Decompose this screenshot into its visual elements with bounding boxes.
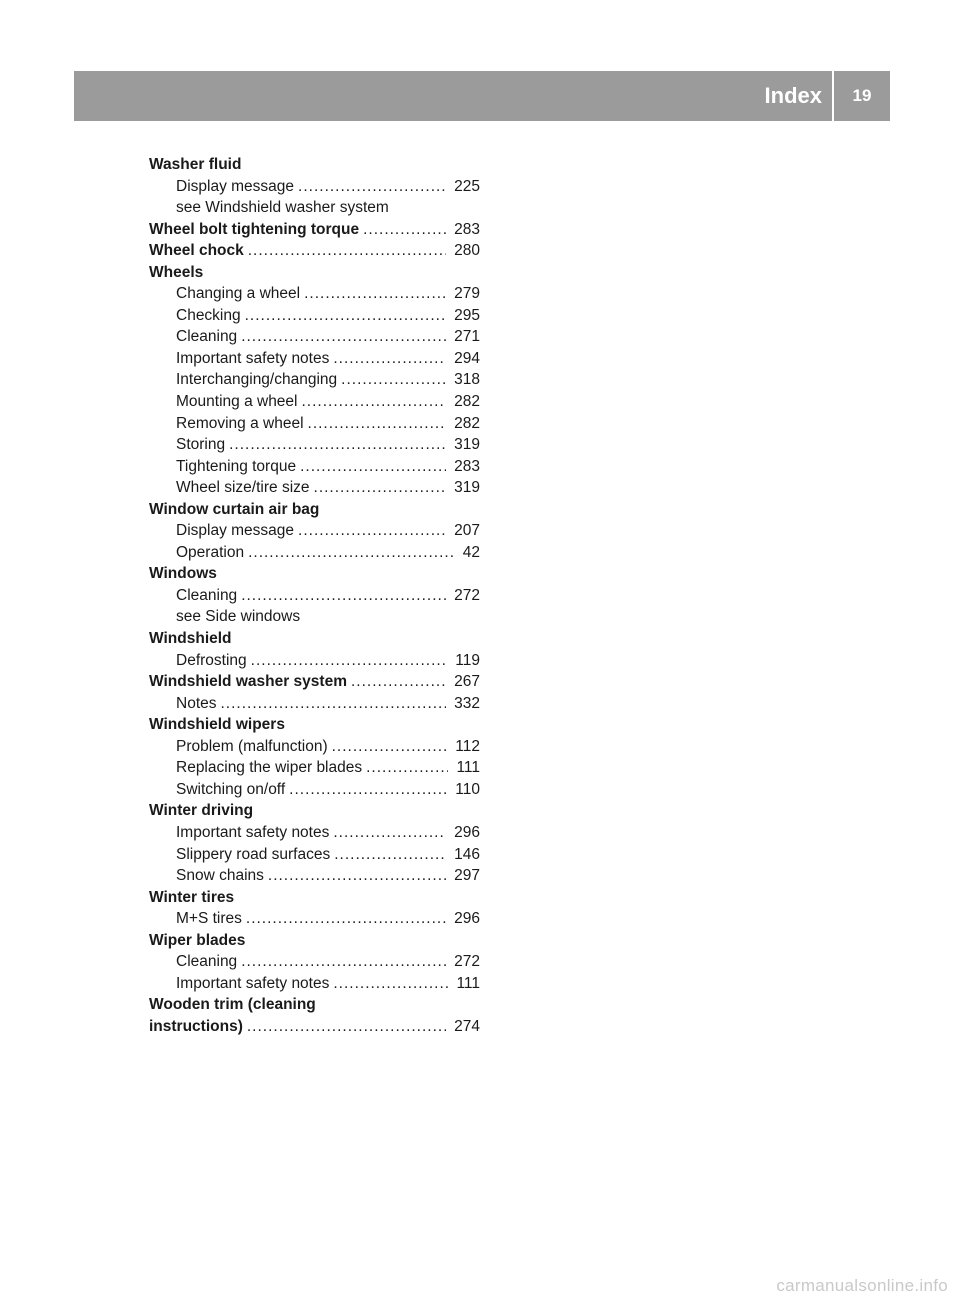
- entry-label: Washer fluid: [149, 156, 242, 173]
- entry-label: Important safety notes: [176, 349, 330, 367]
- index-entry: [149, 628, 480, 650]
- entry-page-number: 279: [454, 285, 480, 303]
- index-subentry: [149, 434, 480, 456]
- index-subentry: [149, 736, 480, 758]
- entry-label: Windows: [149, 565, 217, 583]
- index-subentry: [149, 606, 480, 628]
- leader-dots: [302, 391, 447, 413]
- entry-page-number: 272: [454, 586, 480, 604]
- index-list: [149, 154, 480, 1037]
- leader-dots: [298, 176, 446, 198]
- entry-label: see Side windows: [176, 608, 301, 626]
- entry-page-number: 267: [454, 673, 480, 691]
- index-subentry: [149, 326, 480, 348]
- entry-label: Window curtain air bag: [149, 500, 320, 518]
- index-entry: [149, 1016, 480, 1038]
- index-subentry: [149, 757, 480, 779]
- entry-page-number: 111: [456, 759, 480, 777]
- index-subentry: [149, 844, 480, 866]
- index-entry: [149, 240, 480, 262]
- index-subentry: [149, 865, 480, 887]
- index-subentry: [149, 542, 480, 564]
- index-subentry: [149, 348, 480, 370]
- index-entry: [149, 219, 480, 241]
- page-number: 19: [852, 86, 872, 105]
- index-entry: [149, 994, 480, 1016]
- entry-page-number: 110: [455, 780, 480, 798]
- entry-label: Snow chains: [176, 867, 264, 885]
- entry-label: Tightening torque: [176, 457, 297, 475]
- entry-label: Defrosting: [176, 651, 247, 669]
- index-entry: [149, 154, 480, 176]
- entry-label: Interchanging/changing: [176, 371, 338, 389]
- entry-label: Removing a wheel: [176, 414, 304, 432]
- entry-label: Display message: [176, 177, 295, 195]
- entry-page-number: 146: [454, 845, 480, 863]
- index-subentry: [149, 520, 480, 542]
- entry-label: Storing: [176, 436, 226, 454]
- entry-label: Wheel bolt tightening torque: [149, 220, 360, 238]
- entry-label: Important safety notes: [176, 823, 330, 841]
- page-header-bar: [74, 71, 890, 121]
- entry-page-number: 272: [454, 953, 480, 971]
- leader-dots: [241, 951, 446, 973]
- index-entry: [149, 671, 480, 693]
- entry-page-number: 319: [454, 436, 480, 454]
- entry-label: Windshield washer system: [149, 673, 347, 691]
- entry-label: Windshield wipers: [149, 716, 285, 734]
- index-subentry: [149, 585, 480, 607]
- entry-page-number: 283: [454, 457, 480, 475]
- index-subentry: [149, 305, 480, 327]
- leader-dots: [248, 240, 446, 262]
- entry-page-number: 207: [454, 522, 480, 540]
- entry-label: Replacing the wiper blades: [176, 759, 363, 777]
- index-subentry: [149, 391, 480, 413]
- leader-dots: [248, 542, 455, 564]
- entry-label: Wooden trim (cleaning: [149, 996, 316, 1014]
- leader-dots: [221, 693, 447, 715]
- entry-label: Wheel chock: [149, 242, 244, 260]
- leader-dots: [300, 456, 446, 478]
- index-entry: [149, 563, 480, 585]
- index-subentry: [149, 283, 480, 305]
- leader-dots: [334, 844, 446, 866]
- entry-page-number: 296: [454, 823, 480, 841]
- leader-dots: [251, 650, 448, 672]
- entry-label: Cleaning: [176, 328, 238, 346]
- index-entry: [149, 800, 480, 822]
- entry-page-number: 271: [454, 328, 480, 346]
- entry-page-number: 225: [454, 177, 480, 195]
- entry-label: Cleaning: [176, 586, 238, 604]
- index-subentry: [149, 477, 480, 499]
- leader-dots: [333, 973, 448, 995]
- entry-page-number: 332: [454, 694, 480, 712]
- entry-label: Important safety notes: [176, 974, 330, 992]
- leader-dots: [245, 305, 447, 327]
- entry-label: Switching on/off: [176, 780, 286, 798]
- entry-page-number: 119: [455, 651, 480, 669]
- entry-label: see Windshield washer system: [176, 199, 389, 217]
- entry-label: Display message: [176, 522, 295, 540]
- entry-label: Checking: [176, 306, 241, 324]
- leader-dots: [314, 477, 447, 499]
- entry-page-number: 274: [454, 1017, 480, 1035]
- leader-dots: [363, 219, 446, 241]
- entry-label: Winter driving: [149, 802, 254, 820]
- index-entry: [149, 262, 480, 284]
- entry-page-number: 297: [454, 867, 480, 885]
- entry-label: Wheels: [149, 263, 204, 281]
- leader-dots: [304, 283, 446, 305]
- index-entry: [149, 714, 480, 736]
- section-title: Index: [764, 83, 822, 108]
- entry-label: Mounting a wheel: [176, 393, 298, 411]
- entry-label: Winter tires: [149, 888, 235, 906]
- index-subentry: [149, 176, 480, 198]
- index-subentry: [149, 822, 480, 844]
- index-entry: [149, 930, 480, 952]
- entry-page-number: 282: [454, 393, 480, 411]
- entry-page-number: 295: [454, 306, 480, 324]
- entry-label: Changing a wheel: [176, 285, 301, 303]
- leader-dots: [333, 822, 446, 844]
- index-subentry: [149, 693, 480, 715]
- leader-dots: [241, 585, 446, 607]
- entry-label: Notes: [176, 694, 217, 712]
- index-entry: [149, 499, 480, 521]
- leader-dots: [298, 520, 446, 542]
- index-subentry: [149, 197, 480, 219]
- entry-page-number: 280: [454, 242, 480, 260]
- leader-dots: [341, 369, 446, 391]
- entry-page-number: 112: [455, 737, 480, 755]
- entry-page-number: 319: [454, 479, 480, 497]
- entry-label: Windshield: [149, 630, 232, 648]
- entry-page-number: 294: [454, 349, 480, 367]
- entry-label: Operation: [176, 543, 245, 561]
- index-subentry: [149, 908, 480, 930]
- entry-label: Cleaning: [176, 953, 238, 971]
- entry-label: instructions): [149, 1017, 243, 1035]
- entry-label: Problem (malfunction): [176, 737, 328, 755]
- entry-label: Slippery road surfaces: [176, 845, 331, 863]
- leader-dots: [289, 779, 447, 801]
- entry-page-number: 111: [456, 974, 480, 992]
- entry-label: Wiper blades: [149, 931, 246, 949]
- index-subentry: [149, 973, 480, 995]
- index-entry: [149, 887, 480, 909]
- entry-page-number: 42: [462, 543, 480, 561]
- entry-page-number: 283: [454, 220, 480, 238]
- entry-label: Wheel size/tire size: [176, 479, 310, 497]
- leader-dots: [332, 736, 448, 758]
- leader-dots: [333, 348, 446, 370]
- entry-page-number: 318: [454, 371, 480, 389]
- footer-watermark: carmanualsonline.info: [776, 1276, 948, 1295]
- leader-dots: [241, 326, 446, 348]
- leader-dots: [246, 908, 446, 930]
- leader-dots: [247, 1016, 446, 1038]
- index-subentry: [149, 413, 480, 435]
- index-subentry: [149, 951, 480, 973]
- leader-dots: [351, 671, 446, 693]
- leader-dots: [229, 434, 446, 456]
- index-subentry: [149, 779, 480, 801]
- index-subentry: [149, 650, 480, 672]
- leader-dots: [366, 757, 448, 779]
- entry-page-number: 282: [454, 414, 480, 432]
- index-subentry: [149, 369, 480, 391]
- entry-page-number: 296: [454, 910, 480, 928]
- leader-dots: [308, 413, 447, 435]
- leader-dots: [268, 865, 446, 887]
- entry-label: M+S tires: [176, 910, 242, 928]
- index-subentry: [149, 456, 480, 478]
